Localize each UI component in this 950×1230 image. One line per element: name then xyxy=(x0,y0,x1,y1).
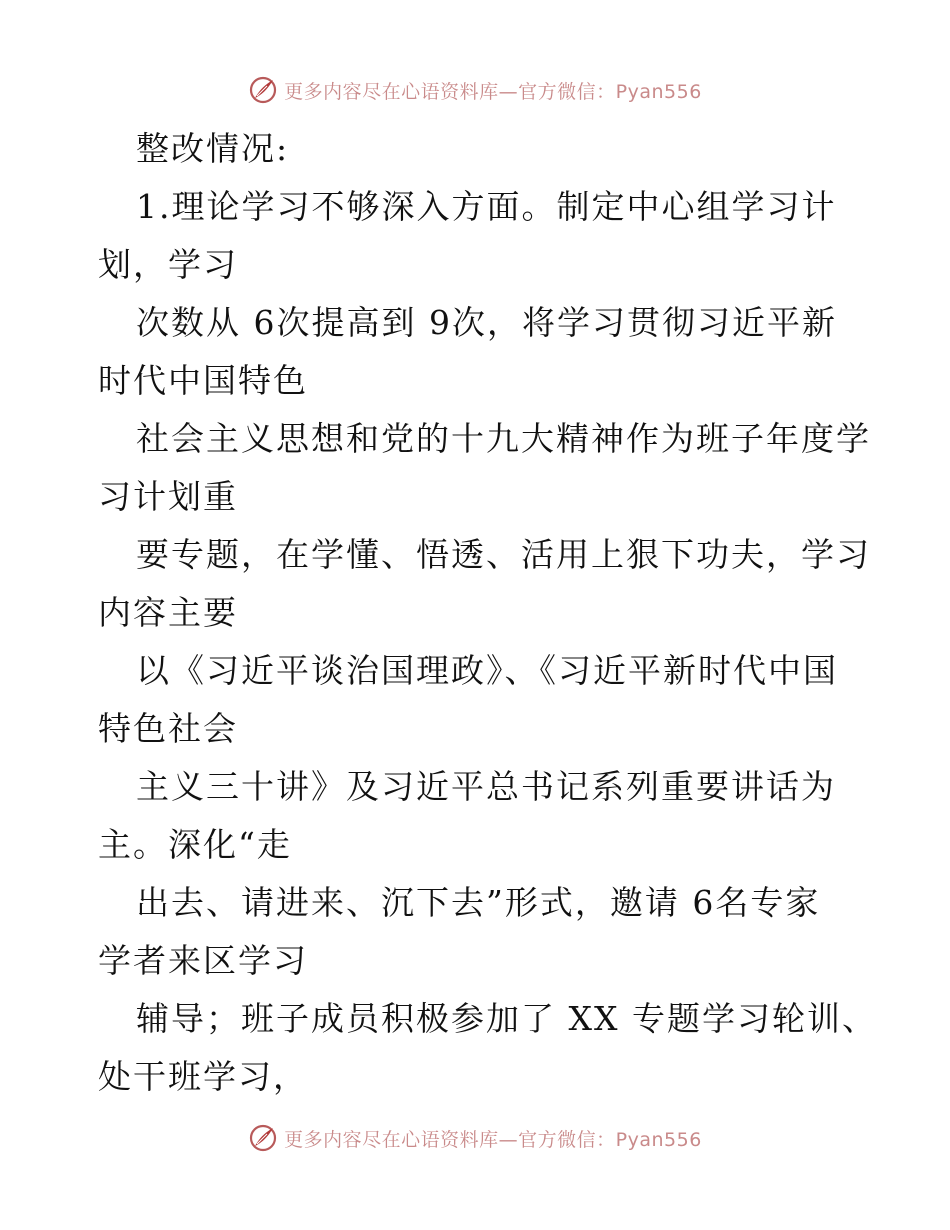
footer-watermark-banner xyxy=(0,1118,950,1158)
text-line: 次数从 6次提高到 9次，将学习贯彻习近平新 xyxy=(136,303,837,342)
text-line: 1.理论学习不够深入方面。制定中心组学习计 xyxy=(136,187,837,226)
text-line: 主。深化“走 xyxy=(98,825,292,864)
text-line: 习计划重 xyxy=(98,477,238,516)
text-line: 内容主要 xyxy=(98,593,238,632)
header-watermark-banner xyxy=(0,70,950,110)
feather-logo-icon xyxy=(248,1123,278,1153)
text-line: 时代中国特色 xyxy=(98,361,308,400)
text-line: 以《习近平谈治国理政》、《习近平新时代中国 xyxy=(136,651,838,690)
paragraph-heading: 整改情况: xyxy=(136,129,290,168)
text-line: 处干班学习， xyxy=(98,1057,308,1096)
text-line: 主义三十讲》及习近平总书记系列重要讲话为 xyxy=(136,767,836,806)
text-line: 特色社会 xyxy=(98,709,238,748)
text-line: 学者来区学习 xyxy=(98,941,308,980)
text-line: 要专题，在学懂、悟透、活用上狠下功夫，学习 xyxy=(136,535,871,574)
header-watermark-text: 更多内容尽在心语资料库—官方微信：Pyan556 xyxy=(284,80,702,103)
text-line: 辅导；班子成员积极参加了 XX 专题学习轮训、 xyxy=(136,999,877,1038)
text-line: 出去、请进来、沉下去”形式，邀请 6名专家 xyxy=(136,883,821,922)
text-line: 划，学习 xyxy=(98,245,238,284)
text-line: 社会主义思想和党的十九大精神作为班子年度学 xyxy=(136,419,871,458)
footer-watermark-text: 更多内容尽在心语资料库—官方微信：Pyan556 xyxy=(284,1128,702,1151)
feather-logo-icon xyxy=(248,75,278,105)
